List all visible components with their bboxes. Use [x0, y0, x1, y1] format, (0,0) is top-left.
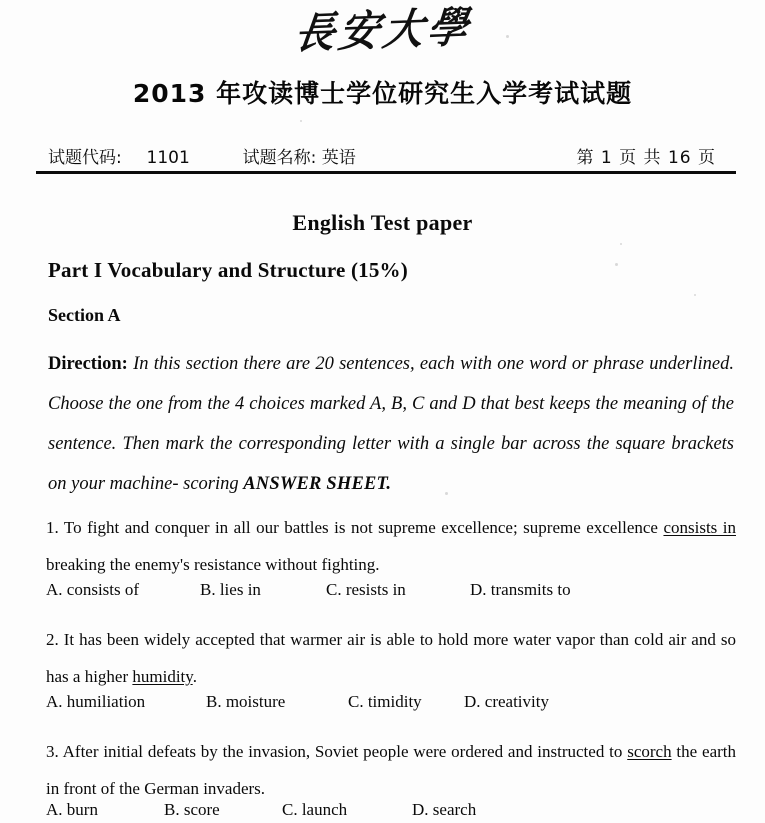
question-2	[46, 621, 736, 695]
question-2-underlined: humidity	[132, 667, 193, 686]
scan-speck	[506, 35, 509, 38]
question-2-option-d[interactable]: D. creativity	[464, 692, 549, 711]
question-1	[46, 509, 736, 583]
scan-speck	[620, 243, 622, 245]
question-2-text-after: .	[192, 667, 197, 686]
page-title: 2013 年攻读博士学位研究生入学考试试题	[132, 79, 633, 108]
question-1-option-b[interactable]: B. lies in	[200, 580, 261, 599]
part-heading: Part I Vocabulary and Structure (15%)	[48, 258, 408, 282]
question-1-option-d[interactable]: D. transmits to	[470, 580, 571, 599]
question-1-underlined: consists in	[663, 518, 736, 537]
question-3-text-after: the earth in front of the German invaders.	[46, 742, 736, 798]
question-2-text-before: It has been widely accepted that warmer air is able to hold more water vapor than cold air and so has a higher	[46, 630, 736, 686]
question-3-text-before: After initial defeats by the invasion, Soviet people were ordered and instructed to	[58, 742, 628, 761]
question-3-option-a[interactable]: A. burn	[46, 800, 98, 819]
question-3-option-d[interactable]: D. search	[412, 800, 477, 819]
subject-code-value: 1101	[146, 148, 190, 168]
subject-code-label: 试题代码:	[48, 148, 122, 168]
question-1-option-c[interactable]: C. resists in	[326, 580, 406, 599]
question-1-text-after: breaking the enemy's resistance without fighting.	[46, 555, 380, 574]
paper-title: English Test paper	[292, 210, 473, 235]
question-2-option-b[interactable]: B. moisture	[206, 692, 286, 711]
question-2-number: 2.	[46, 630, 59, 649]
question-1-options	[46, 580, 736, 606]
direction-label: Direction:	[48, 354, 128, 374]
university-logo	[0, 2, 765, 66]
question-2-option-c[interactable]: C. timidity	[348, 692, 422, 711]
scan-speck	[615, 263, 618, 266]
scan-speck	[300, 120, 302, 122]
question-1-option-a[interactable]: A. consists of	[46, 580, 140, 599]
direction-paragraph	[48, 344, 734, 504]
question-3-options	[46, 800, 736, 823]
question-3-number: 3.	[46, 742, 59, 761]
scan-speck	[445, 492, 448, 495]
question-1-text-before: To fight and conquer in all our battles is not supreme excellence; supreme excellence	[58, 518, 664, 537]
section-heading: Section A	[48, 305, 121, 325]
question-3-underlined: scorch	[627, 742, 672, 761]
question-3	[46, 733, 736, 807]
scan-speck	[694, 294, 696, 296]
subject-name-value: 英语	[321, 148, 356, 168]
page-number-info: 第 1 页 共 16 页	[576, 148, 716, 168]
answer-sheet-emphasis: ANSWER SHEET.	[243, 474, 392, 494]
direction-body: In this section there are 20 sentences, each with one word or phrase underlined. Choose the one from the 4 choices marked A, B, C and D that best keeps the meaning of the sentence. Then mark the corresponding letter with a single bar across the square brackets on your machine- scoring	[48, 354, 734, 494]
header-divider	[36, 171, 736, 174]
question-3-option-b[interactable]: B. score	[164, 800, 220, 819]
exam-info-row	[48, 143, 720, 169]
question-2-option-a[interactable]: A. humiliation	[46, 692, 146, 711]
question-3-option-c[interactable]: C. launch	[282, 800, 348, 819]
subject-name-label: 试题名称:	[242, 148, 317, 168]
university-logo-calligraphy: 長安大學	[291, 2, 475, 59]
exam-info-left	[48, 143, 356, 168]
question-2-options	[46, 692, 736, 718]
question-1-number: 1.	[46, 518, 59, 537]
